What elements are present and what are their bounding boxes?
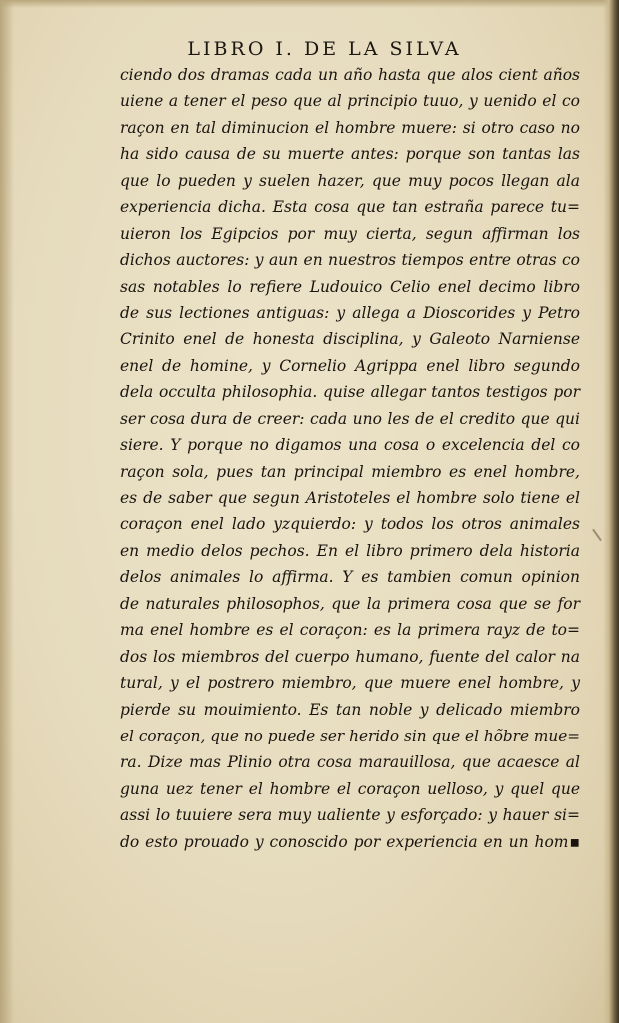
text-line: ha sido causa de su muerte antes: porque son tantas las [120,145,580,164]
text-line: experiencia dicha. Esta cosa que tan estraña parece tu= [120,198,580,217]
text-line: pierde su mouimiento. Es tan noble y delicado miembro [120,700,580,719]
page-left-edge [0,0,14,1023]
text-line: tural, y el postrero miembro, que muere enel hombre, y [120,674,580,693]
text-line: guna uez tener el hombre el coraçon uelloso, y quel que [120,779,580,798]
body-text [120,62,580,855]
text-line: el coraçon, que no puede ser herido sin que el hõbre mue= [120,726,580,745]
text-line: ciendo dos dramas cada un año hasta que alos cient años [120,66,580,84]
text-line: que lo pueden y suelen hazer, que muy pocos llegan ala [120,171,580,190]
page-right-edge [603,0,619,1023]
text-line: uieron los Egipcios por muy cierta, segun affirman los [120,224,580,243]
text-line: dela occulta philosophia. quise allegar tantos testigos por [120,383,580,402]
text-line: raçon sola, pues tan principal miembro es enel hombre, [120,462,580,481]
text-line: assi lo tuuiere sera muy ualiente y esforçado: y hauer si= [120,806,580,825]
text-line: de sus lectiones antiguas: y allega a Dioscorides y Petro [120,303,580,322]
text-line: ma enel hombre es el coraçon: es la primera rayz de to= [120,621,580,640]
text-line: sas notables lo refiere Ludouico Celio enel decimo libro [120,277,580,296]
text-line: siere. Y porque no digamos una cosa o excelencia del co [120,436,580,455]
text-line: enel de homine, y Cornelio Agrippa enel libro segundo [120,356,580,375]
text-line: de naturales philosophos, que la primera cosa que se for [120,594,580,613]
text-line: dichos auctores: y aun en nuestros tiempos entre otras co [120,251,580,270]
running-header: LIBRO I. DE LA SILVA [187,38,462,60]
text-line: coraçon enel lado yzquierdo: y todos los otros animales [120,515,580,534]
text-line: ra. Dize mas Plinio otra cosa marauillosa, que acaesce al [120,753,580,772]
text-line: do esto prouado y conoscido por experiencia en un hom▪ [120,832,580,851]
text-line: dos los miembros del cuerpo humano, fuente del calor na [120,647,580,666]
text-line: en medio delos pechos. En el libro primero dela historia [120,541,580,560]
text-line: uiene a tener el peso que al principio tuuo, y uenido el co [120,92,580,111]
text-line: raçon en tal diminucion el hombre muere: si otro caso no [120,118,580,137]
text-line: ser cosa dura de creer: cada uno les de el credito que qui [120,409,580,428]
margin-mark [592,529,602,542]
page-top-edge [0,0,619,8]
text-line: delos animales lo affirma. Y es tambien comun opinion [120,568,580,587]
text-line: es de saber que segun Aristoteles el hombre solo tiene el [120,489,580,507]
text-line: Crinito enel de honesta disciplina, y Galeoto Narniense [120,330,580,349]
